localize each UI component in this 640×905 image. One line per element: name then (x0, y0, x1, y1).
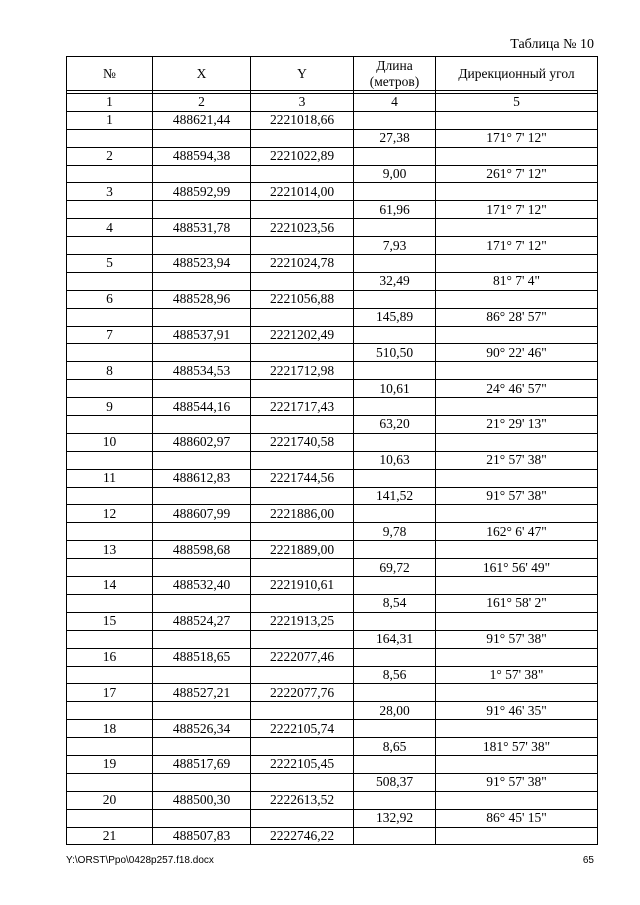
column-number: 4 (354, 94, 436, 112)
point-number: 8 (67, 362, 153, 380)
empty-cell (67, 702, 153, 720)
empty-cell (354, 398, 436, 416)
header-x: X (153, 57, 251, 91)
y-coordinate: 2221018,66 (251, 111, 354, 129)
empty-cell (354, 111, 436, 129)
direction-angle: 261° 7' 12" (436, 165, 598, 183)
x-coordinate: 488621,44 (153, 111, 251, 129)
empty-cell (354, 326, 436, 344)
column-number: 1 (67, 94, 153, 112)
column-number-row (67, 94, 598, 112)
empty-cell (153, 165, 251, 183)
empty-cell (153, 809, 251, 827)
empty-cell (436, 755, 598, 773)
empty-cell (251, 416, 354, 434)
empty-cell (153, 129, 251, 147)
point-number: 3 (67, 183, 153, 201)
direction-angle: 86° 28' 57" (436, 308, 598, 326)
empty-cell (67, 272, 153, 290)
point-row (67, 398, 598, 416)
y-coordinate: 2222105,74 (251, 720, 354, 738)
empty-cell (251, 272, 354, 290)
empty-cell (153, 738, 251, 756)
direction-angle: 91° 57' 38" (436, 630, 598, 648)
x-coordinate: 488524,27 (153, 612, 251, 630)
empty-cell (354, 612, 436, 630)
segment-length: 28,00 (354, 702, 436, 720)
x-coordinate: 488607,99 (153, 505, 251, 523)
empty-cell (67, 165, 153, 183)
segment-length: 8,56 (354, 666, 436, 684)
empty-cell (153, 666, 251, 684)
empty-cell (251, 773, 354, 791)
point-row (67, 111, 598, 129)
empty-cell (251, 702, 354, 720)
segment-row (67, 451, 598, 469)
direction-angle: 91° 46' 35" (436, 702, 598, 720)
y-coordinate: 2222613,52 (251, 791, 354, 809)
empty-cell (436, 684, 598, 702)
segment-length: 141,52 (354, 487, 436, 505)
y-coordinate: 2222105,45 (251, 755, 354, 773)
point-row (67, 183, 598, 201)
point-row (67, 684, 598, 702)
segment-row (67, 344, 598, 362)
point-number: 14 (67, 577, 153, 595)
point-number: 7 (67, 326, 153, 344)
empty-cell (153, 451, 251, 469)
empty-cell (354, 541, 436, 559)
segment-length: 9,78 (354, 523, 436, 541)
empty-cell (67, 738, 153, 756)
point-row (67, 577, 598, 595)
x-coordinate: 488537,91 (153, 326, 251, 344)
y-coordinate: 2221023,56 (251, 219, 354, 237)
empty-cell (153, 272, 251, 290)
empty-cell (354, 755, 436, 773)
empty-cell (153, 702, 251, 720)
point-number: 1 (67, 111, 153, 129)
point-row (67, 219, 598, 237)
empty-cell (67, 451, 153, 469)
direction-angle: 171° 7' 12" (436, 237, 598, 255)
empty-cell (251, 487, 354, 505)
point-row (67, 362, 598, 380)
point-row (67, 433, 598, 451)
point-number: 16 (67, 648, 153, 666)
empty-cell (251, 237, 354, 255)
segment-row (67, 380, 598, 398)
empty-cell (67, 308, 153, 326)
empty-cell (436, 433, 598, 451)
empty-cell (67, 201, 153, 219)
x-coordinate: 488544,16 (153, 398, 251, 416)
point-row (67, 326, 598, 344)
segment-length: 63,20 (354, 416, 436, 434)
empty-cell (354, 577, 436, 595)
y-coordinate: 2221910,61 (251, 577, 354, 595)
empty-cell (153, 201, 251, 219)
direction-angle: 161° 58' 2" (436, 594, 598, 612)
point-row (67, 469, 598, 487)
direction-angle: 86° 45' 15" (436, 809, 598, 827)
empty-cell (251, 344, 354, 362)
empty-cell (354, 648, 436, 666)
point-number: 20 (67, 791, 153, 809)
empty-cell (354, 290, 436, 308)
empty-cell (436, 577, 598, 595)
segment-row (67, 237, 598, 255)
x-coordinate: 488532,40 (153, 577, 251, 595)
empty-cell (67, 773, 153, 791)
empty-cell (436, 505, 598, 523)
point-number: 5 (67, 255, 153, 273)
direction-angle: 24° 46' 57" (436, 380, 598, 398)
empty-cell (436, 648, 598, 666)
empty-cell (354, 684, 436, 702)
segment-length: 508,37 (354, 773, 436, 791)
point-number: 9 (67, 398, 153, 416)
column-number: 3 (251, 94, 354, 112)
y-coordinate: 2221744,56 (251, 469, 354, 487)
empty-cell (67, 594, 153, 612)
point-number: 17 (67, 684, 153, 702)
coordinates-table (66, 56, 598, 845)
y-coordinate: 2222077,76 (251, 684, 354, 702)
x-coordinate: 488592,99 (153, 183, 251, 201)
x-coordinate: 488594,38 (153, 147, 251, 165)
empty-cell (153, 344, 251, 362)
point-number: 13 (67, 541, 153, 559)
segment-row (67, 594, 598, 612)
segment-row (67, 809, 598, 827)
empty-cell (354, 147, 436, 165)
empty-cell (67, 380, 153, 398)
empty-cell (153, 380, 251, 398)
y-coordinate: 2221024,78 (251, 255, 354, 273)
header-length: Длина (метров) (354, 57, 436, 91)
empty-cell (153, 594, 251, 612)
y-coordinate: 2221889,00 (251, 541, 354, 559)
empty-cell (436, 612, 598, 630)
empty-cell (251, 165, 354, 183)
empty-cell (251, 594, 354, 612)
table-header-row (67, 57, 598, 91)
segment-length: 27,38 (354, 129, 436, 147)
point-number: 6 (67, 290, 153, 308)
point-row (67, 147, 598, 165)
segment-length: 132,92 (354, 809, 436, 827)
empty-cell (67, 237, 153, 255)
empty-cell (436, 290, 598, 308)
empty-cell (251, 129, 354, 147)
empty-cell (67, 559, 153, 577)
point-row (67, 755, 598, 773)
point-number: 4 (67, 219, 153, 237)
segment-row (67, 308, 598, 326)
segment-length: 10,63 (354, 451, 436, 469)
segment-length: 145,89 (354, 308, 436, 326)
y-coordinate: 2221712,98 (251, 362, 354, 380)
empty-cell (67, 416, 153, 434)
y-coordinate: 2221886,00 (251, 505, 354, 523)
x-coordinate: 488598,68 (153, 541, 251, 559)
empty-cell (354, 827, 436, 845)
direction-angle: 91° 57' 38" (436, 773, 598, 791)
empty-cell (251, 201, 354, 219)
direction-angle: 1° 57' 38" (436, 666, 598, 684)
header-y: Y (251, 57, 354, 91)
y-coordinate: 2222746,22 (251, 827, 354, 845)
empty-cell (67, 523, 153, 541)
y-coordinate: 2221022,89 (251, 147, 354, 165)
point-number: 2 (67, 147, 153, 165)
empty-cell (251, 630, 354, 648)
empty-cell (251, 380, 354, 398)
empty-cell (153, 773, 251, 791)
empty-cell (436, 827, 598, 845)
empty-cell (251, 809, 354, 827)
empty-cell (67, 809, 153, 827)
x-coordinate: 488602,97 (153, 433, 251, 451)
point-number: 11 (67, 469, 153, 487)
segment-length: 7,93 (354, 237, 436, 255)
empty-cell (153, 237, 251, 255)
empty-cell (436, 791, 598, 809)
segment-length: 8,54 (354, 594, 436, 612)
segment-row (67, 559, 598, 577)
point-row (67, 612, 598, 630)
empty-cell (67, 630, 153, 648)
empty-cell (153, 487, 251, 505)
point-row (67, 648, 598, 666)
file-path: Y:\ORST\Ppo\0428p257.f18.docx (66, 855, 214, 866)
segment-row (67, 773, 598, 791)
empty-cell (354, 362, 436, 380)
empty-cell (67, 666, 153, 684)
empty-cell (153, 416, 251, 434)
empty-cell (354, 505, 436, 523)
y-coordinate: 2221913,25 (251, 612, 354, 630)
segment-row (67, 416, 598, 434)
direction-angle: 161° 56' 49" (436, 559, 598, 577)
direction-angle: 90° 22' 46" (436, 344, 598, 362)
empty-cell (67, 487, 153, 505)
x-coordinate: 488534,53 (153, 362, 251, 380)
segment-row (67, 201, 598, 219)
point-row (67, 720, 598, 738)
direction-angle: 162° 6' 47" (436, 523, 598, 541)
direction-angle: 81° 7' 4" (436, 272, 598, 290)
point-number: 15 (67, 612, 153, 630)
segment-row (67, 702, 598, 720)
header-number: № (67, 57, 153, 91)
empty-cell (67, 129, 153, 147)
segment-length: 9,00 (354, 165, 436, 183)
x-coordinate: 488526,34 (153, 720, 251, 738)
empty-cell (354, 469, 436, 487)
segment-row (67, 523, 598, 541)
point-row (67, 827, 598, 845)
segment-row (67, 630, 598, 648)
direction-angle: 91° 57' 38" (436, 487, 598, 505)
point-row (67, 505, 598, 523)
empty-cell (354, 791, 436, 809)
empty-cell (354, 219, 436, 237)
x-coordinate: 488517,69 (153, 755, 251, 773)
segment-row (67, 165, 598, 183)
segment-length: 61,96 (354, 201, 436, 219)
segment-row (67, 666, 598, 684)
segment-row (67, 272, 598, 290)
y-coordinate: 2221014,00 (251, 183, 354, 201)
empty-cell (354, 720, 436, 738)
empty-cell (251, 666, 354, 684)
y-coordinate: 2221202,49 (251, 326, 354, 344)
x-coordinate: 488523,94 (153, 255, 251, 273)
header-direction-angle: Дирекционный угол (436, 57, 598, 91)
empty-cell (354, 183, 436, 201)
segment-length: 10,61 (354, 380, 436, 398)
y-coordinate: 2222077,46 (251, 648, 354, 666)
empty-cell (436, 147, 598, 165)
segment-length: 510,50 (354, 344, 436, 362)
empty-cell (436, 541, 598, 559)
empty-cell (67, 344, 153, 362)
empty-cell (436, 111, 598, 129)
empty-cell (251, 523, 354, 541)
empty-cell (153, 308, 251, 326)
empty-cell (436, 469, 598, 487)
direction-angle: 171° 7' 12" (436, 201, 598, 219)
segment-length: 32,49 (354, 272, 436, 290)
empty-cell (436, 183, 598, 201)
empty-cell (436, 255, 598, 273)
column-number: 2 (153, 94, 251, 112)
x-coordinate: 488531,78 (153, 219, 251, 237)
column-number: 5 (436, 94, 598, 112)
page-number: 65 (582, 855, 594, 866)
y-coordinate: 2221056,88 (251, 290, 354, 308)
x-coordinate: 488518,65 (153, 648, 251, 666)
point-number: 12 (67, 505, 153, 523)
empty-cell (436, 326, 598, 344)
direction-angle: 21° 57' 38" (436, 451, 598, 469)
table-body (67, 91, 598, 845)
empty-cell (153, 630, 251, 648)
x-coordinate: 488500,30 (153, 791, 251, 809)
empty-cell (251, 738, 354, 756)
direction-angle: 21° 29' 13" (436, 416, 598, 434)
segment-length: 8,65 (354, 738, 436, 756)
segment-length: 164,31 (354, 630, 436, 648)
empty-cell (251, 451, 354, 469)
point-number: 19 (67, 755, 153, 773)
segment-length: 69,72 (354, 559, 436, 577)
table-caption: Таблица № 10 (510, 37, 594, 52)
x-coordinate: 488612,83 (153, 469, 251, 487)
segment-row (67, 487, 598, 505)
point-row (67, 541, 598, 559)
empty-cell (251, 308, 354, 326)
point-row (67, 791, 598, 809)
point-number: 10 (67, 433, 153, 451)
empty-cell (436, 362, 598, 380)
empty-cell (153, 523, 251, 541)
point-row (67, 255, 598, 273)
empty-cell (436, 219, 598, 237)
empty-cell (436, 720, 598, 738)
empty-cell (354, 255, 436, 273)
empty-cell (251, 559, 354, 577)
segment-row (67, 738, 598, 756)
x-coordinate: 488528,96 (153, 290, 251, 308)
empty-cell (354, 433, 436, 451)
empty-cell (436, 398, 598, 416)
direction-angle: 181° 57' 38" (436, 738, 598, 756)
x-coordinate: 488527,21 (153, 684, 251, 702)
point-number: 21 (67, 827, 153, 845)
direction-angle: 171° 7' 12" (436, 129, 598, 147)
empty-cell (153, 559, 251, 577)
y-coordinate: 2221717,43 (251, 398, 354, 416)
x-coordinate: 488507,83 (153, 827, 251, 845)
point-row (67, 290, 598, 308)
point-number: 18 (67, 720, 153, 738)
y-coordinate: 2221740,58 (251, 433, 354, 451)
segment-row (67, 129, 598, 147)
